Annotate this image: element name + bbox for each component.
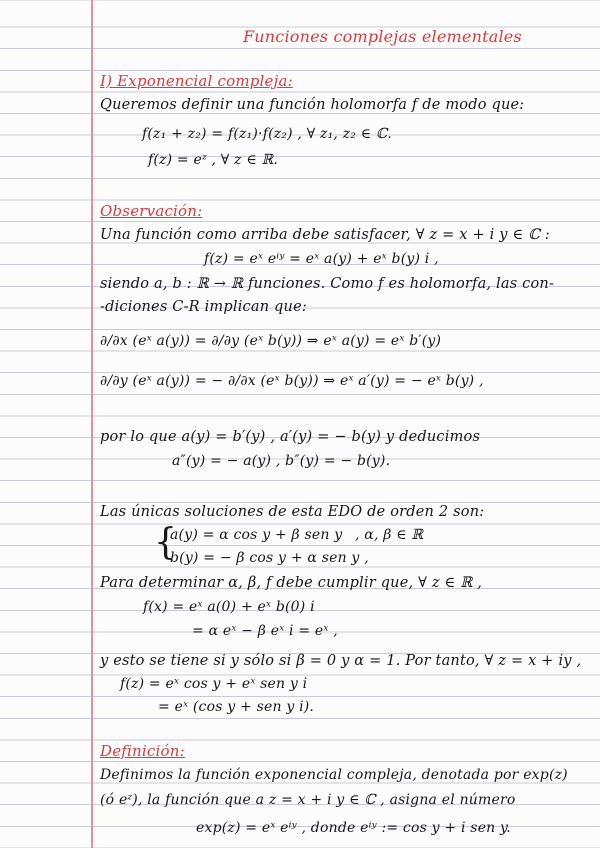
text-line: Una función como arriba debe satisfacer, ∀ z = x + i y ∈ ℂ : (100, 227, 550, 243)
definition-equation: exp(z) = eˣ eⁱʸ , donde eⁱʸ := cos y + i sen y. (196, 820, 511, 836)
solution-b: b(y) = − β cos y + α sen y , (170, 550, 369, 566)
equation: a″(y) = − a(y) , b″(y) = − b(y). (172, 453, 391, 469)
text-line: Las únicas soluciones de esta EDO de orden 2 son: (100, 504, 485, 520)
system-brace: { (154, 522, 178, 563)
text-line: por lo que a(y) = b′(y) , a′(y) = − b(y) y deducimos (100, 429, 481, 445)
text-line: (ó eᶻ), la función que a z = x + i y ∈ ℂ , asigna el número (100, 792, 516, 808)
margin-line (91, 0, 93, 848)
equation: f(z) = eˣ cos y + eˣ sen y i (120, 676, 308, 692)
condition-real: f(z) = eᶻ , ∀ z ∈ ℝ. (148, 152, 279, 168)
text-line: -diciones C-R implican que: (100, 299, 307, 315)
section-intro: Queremos definir una función holomorfa f de modo que: (100, 97, 525, 113)
section-heading: I) Exponencial compleja: (100, 72, 293, 90)
text-line: y esto se tiene si y sólo si β = 0 y α = 1. Por tanto, ∀ z = x + iy , (100, 653, 582, 669)
page-title: Funciones complejas elementales (243, 27, 522, 46)
observation-heading: Observación: (100, 202, 203, 220)
equation: = eˣ (cos y + sen y i). (158, 699, 315, 715)
equation-cr-1: ∂/∂x (eˣ a(y)) = ∂/∂y (eˣ b(y)) ⇒ eˣ a(y) = eˣ b′(y) (100, 333, 442, 349)
equation-cr-2: ∂/∂y (eˣ a(y)) = − ∂/∂x (eˣ b(y)) ⇒ eˣ a′(y) = − eˣ b(y) , (100, 373, 484, 389)
solution-parameters: , α, β ∈ ℝ (355, 527, 424, 543)
equation: f(z) = eˣ eⁱʸ = eˣ a(y) + eˣ b(y) i , (204, 251, 439, 267)
equation: f(x) = eˣ a(0) + eˣ b(0) i (143, 599, 315, 615)
equation: = α eˣ − β eˣ i = eˣ , (192, 623, 338, 639)
text-line: siendo a, b : ℝ → ℝ funciones. Como f es holomorfa, las con- (100, 276, 555, 292)
condition-homomorphism: f(z₁ + z₂) = f(z₁)·f(z₂) , ∀ z₁, z₂ ∈ ℂ. (142, 126, 392, 142)
text-line: Para determinar α, β, f debe cumplir que, ∀ z ∈ ℝ , (100, 575, 483, 591)
definition-heading: Definición: (100, 742, 185, 760)
solution-a: a(y) = α cos y + β sen y (170, 527, 343, 543)
text-line: Definimos la función exponencial compleja, denotada por exp(z) (100, 767, 568, 783)
